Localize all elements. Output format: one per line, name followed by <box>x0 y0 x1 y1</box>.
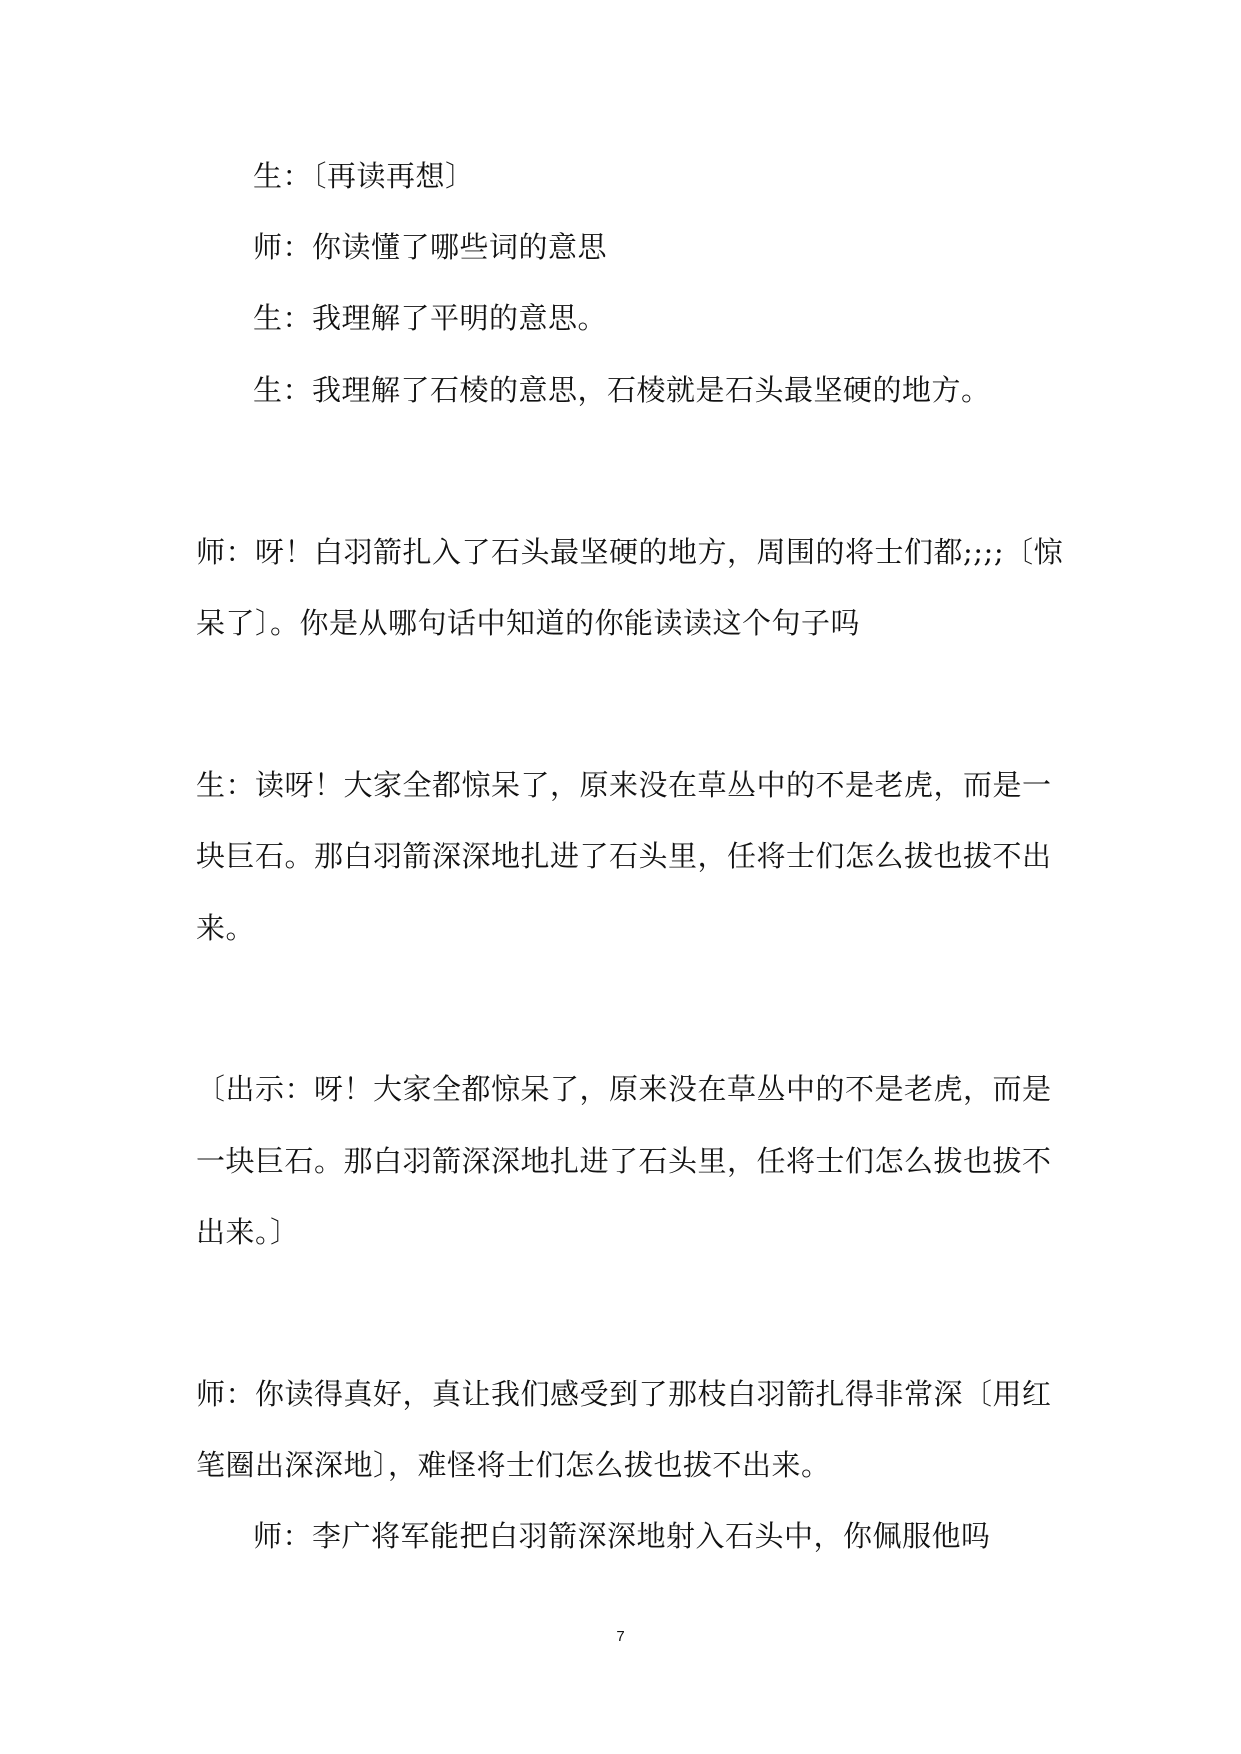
dialogue-line: 笔圈出深深地〕，难怪将士们怎么拔也拔不出来。 <box>196 1448 831 1482</box>
dialogue-line: 师：呀！白羽箭扎入了石头最坚硬的地方，周围的将士们都;;;;〔惊 <box>196 535 1064 569</box>
dialogue-line: 呆了〕。你是从哪句话中知道的你能读读这个句子吗 <box>196 606 861 640</box>
dialogue-line: 师：你读懂了哪些词的意思 <box>253 230 608 264</box>
dialogue-line: 师：李广将军能把白羽箭深深地射入石头中，你佩服他吗 <box>253 1519 991 1553</box>
dialogue-line: 师：你读得真好，真让我们感受到了那枝白羽箭扎得非常深〔用红 <box>196 1377 1052 1411</box>
page-number: 7 <box>616 1628 625 1645</box>
display-excerpt-line: 一块巨石。那白羽箭深深地扎进了石头里，任将士们怎么拔也拔不 <box>196 1144 1052 1178</box>
dialogue-line: 生：读呀！大家全都惊呆了，原来没在草丛中的不是老虎，而是一 <box>196 768 1052 802</box>
display-excerpt-line: 〔出示：呀！大家全都惊呆了，原来没在草丛中的不是老虎，而是 <box>196 1072 1052 1106</box>
dialogue-line: 生：我理解了平明的意思。 <box>253 301 608 335</box>
display-excerpt-line: 出来。〕 <box>196 1215 300 1249</box>
dialogue-line: 块巨石。那白羽箭深深地扎进了石头里，任将士们怎么拔也拔不出 <box>196 839 1052 873</box>
dialogue-line: 生：〔再读再想〕 <box>253 159 475 193</box>
dialogue-line: 生：我理解了石棱的意思，石棱就是石头最坚硬的地方。 <box>253 373 991 407</box>
dialogue-line: 来。 <box>196 911 256 945</box>
